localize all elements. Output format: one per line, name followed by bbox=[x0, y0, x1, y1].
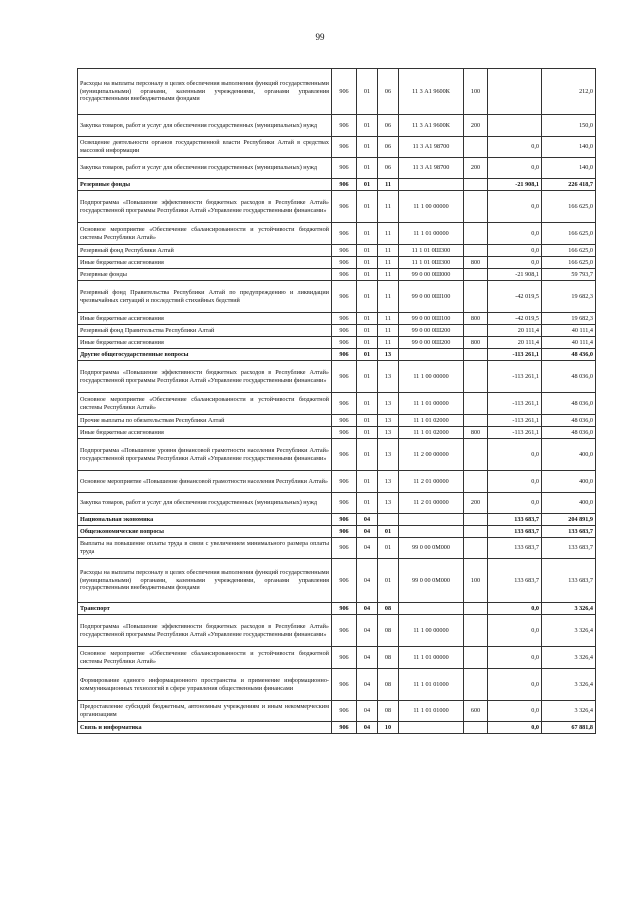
row-expense-type-code: 800 bbox=[464, 337, 488, 349]
table-row bbox=[78, 427, 596, 439]
row-name: Освещение деятельности органов государственной власти Республики Алтай в средствах массовой информации bbox=[78, 137, 332, 158]
row-ved-code: 906 bbox=[332, 538, 357, 559]
table-row bbox=[78, 325, 596, 337]
row-change-amount: 0,0 bbox=[488, 493, 542, 514]
row-change-amount bbox=[488, 69, 542, 115]
row-name: Подпрограмма «Повышение эффективности бюджетных расходов в Республике Алтай» государственной программы Республики Алтай «Управление государственными финансами» bbox=[78, 615, 332, 647]
table-row bbox=[78, 269, 596, 281]
row-subsection-code: 11 bbox=[378, 179, 399, 191]
row-section-code: 01 bbox=[357, 493, 378, 514]
row-ved-code: 906 bbox=[332, 325, 357, 337]
row-name: Транспорт bbox=[78, 603, 332, 615]
row-expense-type-code bbox=[464, 281, 488, 313]
row-section-code: 01 bbox=[357, 115, 378, 137]
row-total-amount: 19 682,3 bbox=[542, 281, 596, 313]
row-expense-type-code bbox=[464, 415, 488, 427]
row-name: Основное мероприятие «Обеспечение сбалансированности и устойчивости бюджетной системы Республики Алтай» bbox=[78, 393, 332, 415]
row-target-code bbox=[399, 179, 464, 191]
table-row bbox=[78, 701, 596, 722]
row-change-amount: 0,0 bbox=[488, 257, 542, 269]
row-total-amount: 226 418,7 bbox=[542, 179, 596, 191]
row-ved-code: 906 bbox=[332, 337, 357, 349]
row-change-amount: 0,0 bbox=[488, 603, 542, 615]
row-ved-code: 906 bbox=[332, 349, 357, 361]
row-total-amount: 67 881,8 bbox=[542, 722, 596, 734]
row-subsection-code: 11 bbox=[378, 325, 399, 337]
table-row bbox=[78, 439, 596, 471]
row-target-code bbox=[399, 349, 464, 361]
row-section-code: 01 bbox=[357, 179, 378, 191]
row-change-amount: 0,0 bbox=[488, 615, 542, 647]
row-ved-code: 906 bbox=[332, 179, 357, 191]
row-total-amount: 166 625,0 bbox=[542, 191, 596, 223]
row-ved-code: 906 bbox=[332, 493, 357, 514]
row-ved-code: 906 bbox=[332, 559, 357, 603]
row-target-code: 99 0 00 0Ш000 bbox=[399, 269, 464, 281]
table-row bbox=[78, 158, 596, 179]
row-target-code: 99 0 00 0Ш100 bbox=[399, 281, 464, 313]
row-target-code: 11 1 01 00000 bbox=[399, 223, 464, 245]
row-total-amount: 133 683,7 bbox=[542, 526, 596, 538]
row-subsection-code: 08 bbox=[378, 615, 399, 647]
row-subsection-code: 01 bbox=[378, 538, 399, 559]
row-subsection-code: 13 bbox=[378, 349, 399, 361]
row-section-code: 01 bbox=[357, 281, 378, 313]
row-subsection-code: 11 bbox=[378, 269, 399, 281]
row-ved-code: 906 bbox=[332, 137, 357, 158]
row-ved-code: 906 bbox=[332, 281, 357, 313]
row-expense-type-code bbox=[464, 349, 488, 361]
row-total-amount: 204 891,9 bbox=[542, 514, 596, 526]
row-total-amount: 48 036,0 bbox=[542, 427, 596, 439]
table-row bbox=[78, 69, 596, 115]
row-subsection-code: 11 bbox=[378, 245, 399, 257]
row-expense-type-code: 100 bbox=[464, 69, 488, 115]
row-subsection-code: 11 bbox=[378, 337, 399, 349]
row-section-code: 01 bbox=[357, 439, 378, 471]
row-subsection-code: 13 bbox=[378, 439, 399, 471]
table-row bbox=[78, 493, 596, 514]
row-section-code: 01 bbox=[357, 69, 378, 115]
row-total-amount: 133 683,7 bbox=[542, 538, 596, 559]
row-change-amount: 133 683,7 bbox=[488, 559, 542, 603]
row-change-amount: 133 683,7 bbox=[488, 526, 542, 538]
row-change-amount: -113 261,1 bbox=[488, 415, 542, 427]
row-section-code: 04 bbox=[357, 559, 378, 603]
row-ved-code: 906 bbox=[332, 603, 357, 615]
row-ved-code: 906 bbox=[332, 471, 357, 493]
row-section-code: 01 bbox=[357, 471, 378, 493]
row-subsection-code: 11 bbox=[378, 257, 399, 269]
row-target-code: 99 0 00 0Ш100 bbox=[399, 313, 464, 325]
row-change-amount: -42 019,5 bbox=[488, 281, 542, 313]
row-section-code: 01 bbox=[357, 337, 378, 349]
page-number: 99 bbox=[315, 32, 325, 42]
row-total-amount: 48 036,0 bbox=[542, 361, 596, 393]
row-change-amount: 0,0 bbox=[488, 439, 542, 471]
row-name: Иные бюджетные ассигнования bbox=[78, 427, 332, 439]
row-change-amount bbox=[488, 115, 542, 137]
row-expense-type-code: 200 bbox=[464, 158, 488, 179]
row-change-amount: 0,0 bbox=[488, 701, 542, 722]
row-expense-type-code bbox=[464, 526, 488, 538]
row-target-code: 11 1 01 00000 bbox=[399, 647, 464, 669]
row-subsection-code: 01 bbox=[378, 559, 399, 603]
row-total-amount: 400,0 bbox=[542, 493, 596, 514]
row-expense-type-code bbox=[464, 393, 488, 415]
row-total-amount: 166 625,0 bbox=[542, 223, 596, 245]
row-change-amount: -42 019,5 bbox=[488, 313, 542, 325]
row-expense-type-code bbox=[464, 137, 488, 158]
row-target-code: 11 1 00 00000 bbox=[399, 361, 464, 393]
table-section-row bbox=[78, 603, 596, 615]
row-ved-code: 906 bbox=[332, 245, 357, 257]
row-name: Иные бюджетные ассигнования bbox=[78, 313, 332, 325]
row-total-amount: 166 625,0 bbox=[542, 257, 596, 269]
row-change-amount: 0,0 bbox=[488, 722, 542, 734]
row-change-amount: -113 261,1 bbox=[488, 393, 542, 415]
row-name: Закупка товаров, работ и услуг для обеспечения государственных (муниципальных) нужд bbox=[78, 158, 332, 179]
row-name: Резервный фонд Правительства Республики Алтай по предупреждению и ликвидации чрезвычайных ситуаций и последствий стихийных бедствий bbox=[78, 281, 332, 313]
row-target-code: 11 1 00 00000 bbox=[399, 615, 464, 647]
row-subsection-code: 13 bbox=[378, 361, 399, 393]
row-target-code: 11 1 01 01000 bbox=[399, 669, 464, 701]
row-ved-code: 906 bbox=[332, 158, 357, 179]
row-name: Общеэкономические вопросы bbox=[78, 526, 332, 538]
row-name: Связь и информатика bbox=[78, 722, 332, 734]
row-name: Иные бюджетные ассигнования bbox=[78, 337, 332, 349]
row-expense-type-code bbox=[464, 191, 488, 223]
table-row bbox=[78, 115, 596, 137]
row-section-code: 01 bbox=[357, 137, 378, 158]
row-ved-code: 906 bbox=[332, 669, 357, 701]
row-total-amount: 140,0 bbox=[542, 158, 596, 179]
row-change-amount: 133 683,7 bbox=[488, 514, 542, 526]
row-expense-type-code: 100 bbox=[464, 559, 488, 603]
table-row bbox=[78, 669, 596, 701]
row-subsection-code: 08 bbox=[378, 669, 399, 701]
row-target-code: 11 1 01 02000 bbox=[399, 427, 464, 439]
row-section-code: 04 bbox=[357, 514, 378, 526]
row-name: Закупка товаров, работ и услуг для обеспечения государственных (муниципальных) нужд bbox=[78, 493, 332, 514]
row-section-code: 01 bbox=[357, 269, 378, 281]
row-expense-type-code bbox=[464, 471, 488, 493]
row-total-amount: 48 036,0 bbox=[542, 393, 596, 415]
row-expense-type-code: 200 bbox=[464, 115, 488, 137]
row-expense-type-code bbox=[464, 439, 488, 471]
row-target-code: 11 1 01 0Ш300 bbox=[399, 257, 464, 269]
row-subsection-code: 08 bbox=[378, 647, 399, 669]
row-total-amount: 3 326,4 bbox=[542, 603, 596, 615]
row-name: Подпрограмма «Повышение уровня финансовой грамотности населения Республики Алтай» государственной программы Республики Алтай «Управление государственными финансами» bbox=[78, 439, 332, 471]
row-expense-type-code bbox=[464, 538, 488, 559]
row-expense-type-code: 200 bbox=[464, 493, 488, 514]
row-section-code: 04 bbox=[357, 538, 378, 559]
row-change-amount: 0,0 bbox=[488, 223, 542, 245]
row-target-code: 11 1 00 00000 bbox=[399, 191, 464, 223]
row-total-amount: 59 793,7 bbox=[542, 269, 596, 281]
row-change-amount: 0,0 bbox=[488, 647, 542, 669]
row-ved-code: 906 bbox=[332, 69, 357, 115]
row-target-code: 99 0 00 0М000 bbox=[399, 538, 464, 559]
row-target-code: 11 2 01 00000 bbox=[399, 471, 464, 493]
row-ved-code: 906 bbox=[332, 115, 357, 137]
row-name: Национальная экономика bbox=[78, 514, 332, 526]
row-subsection-code: 13 bbox=[378, 427, 399, 439]
budget-table bbox=[77, 68, 596, 734]
row-change-amount: -21 908,1 bbox=[488, 179, 542, 191]
row-target-code: 11 3 А1 98700 bbox=[399, 137, 464, 158]
row-ved-code: 906 bbox=[332, 722, 357, 734]
row-name: Предоставление субсидий бюджетным, автономным учреждениям и иным некоммерческим организациям bbox=[78, 701, 332, 722]
row-name: Выплаты на повышение оплаты труда в связи с увеличением минимального размера оплаты труда bbox=[78, 538, 332, 559]
row-subsection-code bbox=[378, 514, 399, 526]
row-expense-type-code bbox=[464, 615, 488, 647]
row-ved-code: 906 bbox=[332, 439, 357, 471]
row-section-code: 01 bbox=[357, 158, 378, 179]
row-expense-type-code: 800 bbox=[464, 257, 488, 269]
table-section-row bbox=[78, 349, 596, 361]
row-name: Резервные фонды bbox=[78, 179, 332, 191]
table-row bbox=[78, 615, 596, 647]
row-change-amount: 0,0 bbox=[488, 137, 542, 158]
row-subsection-code: 06 bbox=[378, 115, 399, 137]
table-row bbox=[78, 137, 596, 158]
row-subsection-code: 11 bbox=[378, 191, 399, 223]
row-subsection-code: 01 bbox=[378, 526, 399, 538]
row-total-amount: 400,0 bbox=[542, 439, 596, 471]
row-change-amount: 0,0 bbox=[488, 669, 542, 701]
row-change-amount: 0,0 bbox=[488, 471, 542, 493]
row-name: Основное мероприятие «Повышение финансовой грамотности населения Республики Алтай» bbox=[78, 471, 332, 493]
row-expense-type-code bbox=[464, 669, 488, 701]
row-section-code: 01 bbox=[357, 361, 378, 393]
row-subsection-code: 11 bbox=[378, 281, 399, 313]
table-row bbox=[78, 191, 596, 223]
row-name: Формирование единого информационного пространства и применение информационно-коммуникационных технологий в сфере управления общественными финансами bbox=[78, 669, 332, 701]
row-target-code: 11 1 01 02000 bbox=[399, 415, 464, 427]
row-subsection-code: 08 bbox=[378, 701, 399, 722]
row-target-code: 99 0 00 0Ш200 bbox=[399, 325, 464, 337]
row-name: Прочие выплаты по обязательствам Республики Алтай bbox=[78, 415, 332, 427]
row-section-code: 04 bbox=[357, 701, 378, 722]
row-total-amount: 40 111,4 bbox=[542, 325, 596, 337]
table-section-row bbox=[78, 179, 596, 191]
row-subsection-code: 06 bbox=[378, 158, 399, 179]
table-row bbox=[78, 313, 596, 325]
row-name: Основное мероприятие «Обеспечение сбалансированности и устойчивости бюджетной системы Республики Алтай» bbox=[78, 223, 332, 245]
row-expense-type-code: 800 bbox=[464, 427, 488, 439]
row-name: Расходы на выплаты персоналу в целях обеспечения выполнения функций государственными (муниципальными) органами, казенными учреждениями, органами управления государственными внебюджетными фондами bbox=[78, 559, 332, 603]
row-change-amount: 133 683,7 bbox=[488, 538, 542, 559]
row-subsection-code: 13 bbox=[378, 415, 399, 427]
table-row bbox=[78, 393, 596, 415]
row-target-code: 11 3 А1 9600К bbox=[399, 115, 464, 137]
row-ved-code: 906 bbox=[332, 514, 357, 526]
row-section-code: 04 bbox=[357, 669, 378, 701]
row-subsection-code: 13 bbox=[378, 471, 399, 493]
row-subsection-code: 06 bbox=[378, 137, 399, 158]
table-row bbox=[78, 337, 596, 349]
row-total-amount: 400,0 bbox=[542, 471, 596, 493]
row-section-code: 01 bbox=[357, 325, 378, 337]
row-section-code: 01 bbox=[357, 245, 378, 257]
row-expense-type-code bbox=[464, 514, 488, 526]
row-name: Иные бюджетные ассигнования bbox=[78, 257, 332, 269]
table-row bbox=[78, 257, 596, 269]
row-ved-code: 906 bbox=[332, 647, 357, 669]
row-target-code bbox=[399, 526, 464, 538]
row-target-code: 11 2 01 00000 bbox=[399, 493, 464, 514]
row-ved-code: 906 bbox=[332, 393, 357, 415]
row-target-code: 11 3 А1 98700 bbox=[399, 158, 464, 179]
table-row bbox=[78, 245, 596, 257]
budget-table-body bbox=[78, 69, 596, 734]
row-section-code: 01 bbox=[357, 257, 378, 269]
row-total-amount: 140,0 bbox=[542, 137, 596, 158]
row-target-code: 99 0 00 0Ш200 bbox=[399, 337, 464, 349]
table-row bbox=[78, 223, 596, 245]
row-target-code bbox=[399, 514, 464, 526]
row-change-amount: 20 111,4 bbox=[488, 325, 542, 337]
row-total-amount: 3 326,4 bbox=[542, 701, 596, 722]
row-section-code: 01 bbox=[357, 191, 378, 223]
row-total-amount: 133 683,7 bbox=[542, 559, 596, 603]
row-name: Подпрограмма «Повышение эффективности бюджетных расходов в Республике Алтай» государственной программы Республики Алтай «Управление государственными финансами» bbox=[78, 361, 332, 393]
row-change-amount: -21 908,1 bbox=[488, 269, 542, 281]
row-target-code: 11 2 00 00000 bbox=[399, 439, 464, 471]
table-section-row bbox=[78, 722, 596, 734]
row-total-amount: 166 625,0 bbox=[542, 245, 596, 257]
row-change-amount: -113 261,1 bbox=[488, 427, 542, 439]
row-target-code: 11 1 01 0Ш300 bbox=[399, 245, 464, 257]
row-subsection-code: 06 bbox=[378, 69, 399, 115]
table-row bbox=[78, 538, 596, 559]
row-expense-type-code bbox=[464, 245, 488, 257]
row-section-code: 01 bbox=[357, 415, 378, 427]
row-target-code: 11 1 01 00000 bbox=[399, 393, 464, 415]
table-row bbox=[78, 559, 596, 603]
row-expense-type-code: 600 bbox=[464, 701, 488, 722]
row-section-code: 04 bbox=[357, 615, 378, 647]
row-target-code bbox=[399, 722, 464, 734]
row-section-code: 04 bbox=[357, 722, 378, 734]
row-total-amount: 48 436,0 bbox=[542, 349, 596, 361]
row-section-code: 01 bbox=[357, 349, 378, 361]
row-subsection-code: 10 bbox=[378, 722, 399, 734]
row-section-code: 04 bbox=[357, 647, 378, 669]
row-ved-code: 906 bbox=[332, 615, 357, 647]
row-ved-code: 906 bbox=[332, 526, 357, 538]
row-ved-code: 906 bbox=[332, 257, 357, 269]
row-ved-code: 906 bbox=[332, 223, 357, 245]
row-subsection-code: 13 bbox=[378, 493, 399, 514]
row-total-amount: 48 036,0 bbox=[542, 415, 596, 427]
table-row bbox=[78, 415, 596, 427]
row-ved-code: 906 bbox=[332, 701, 357, 722]
row-subsection-code: 11 bbox=[378, 313, 399, 325]
row-total-amount: 150,0 bbox=[542, 115, 596, 137]
table-row bbox=[78, 471, 596, 493]
row-change-amount: 0,0 bbox=[488, 191, 542, 223]
row-expense-type-code bbox=[464, 361, 488, 393]
row-name: Расходы на выплаты персоналу в целях обеспечения выполнения функций государственными (муниципальными) органами, казенными учреждениями, органами управления государственными внебюджетными фондами bbox=[78, 69, 332, 115]
row-expense-type-code bbox=[464, 722, 488, 734]
row-ved-code: 906 bbox=[332, 269, 357, 281]
table-row bbox=[78, 281, 596, 313]
row-name: Другие общегосударственные вопросы bbox=[78, 349, 332, 361]
row-total-amount: 40 111,4 bbox=[542, 337, 596, 349]
row-expense-type-code bbox=[464, 647, 488, 669]
row-target-code: 99 0 00 0М000 bbox=[399, 559, 464, 603]
row-expense-type-code bbox=[464, 325, 488, 337]
table-row bbox=[78, 361, 596, 393]
row-target-code: 11 3 А1 9600К bbox=[399, 69, 464, 115]
row-name: Резервный фонд Республики Алтай bbox=[78, 245, 332, 257]
row-section-code: 01 bbox=[357, 393, 378, 415]
row-name: Основное мероприятие «Обеспечение сбалансированности и устойчивости бюджетной системы Республики Алтай» bbox=[78, 647, 332, 669]
table-section-row bbox=[78, 514, 596, 526]
row-expense-type-code bbox=[464, 269, 488, 281]
row-subsection-code: 08 bbox=[378, 603, 399, 615]
row-name: Закупка товаров, работ и услуг для обеспечения государственных (муниципальных) нужд bbox=[78, 115, 332, 137]
row-change-amount: 0,0 bbox=[488, 245, 542, 257]
row-target-code bbox=[399, 603, 464, 615]
row-total-amount: 3 326,4 bbox=[542, 669, 596, 701]
row-change-amount: -113 261,1 bbox=[488, 349, 542, 361]
row-expense-type-code bbox=[464, 179, 488, 191]
row-section-code: 04 bbox=[357, 603, 378, 615]
row-target-code: 11 1 01 01000 bbox=[399, 701, 464, 722]
row-name: Резервный фонд Правительства Республики Алтай bbox=[78, 325, 332, 337]
row-total-amount: 212,0 bbox=[542, 69, 596, 115]
row-expense-type-code bbox=[464, 223, 488, 245]
row-expense-type-code: 800 bbox=[464, 313, 488, 325]
row-total-amount: 3 326,4 bbox=[542, 647, 596, 669]
row-section-code: 01 bbox=[357, 427, 378, 439]
row-ved-code: 906 bbox=[332, 313, 357, 325]
row-subsection-code: 13 bbox=[378, 393, 399, 415]
row-total-amount: 19 682,3 bbox=[542, 313, 596, 325]
row-section-code: 01 bbox=[357, 313, 378, 325]
row-change-amount: -113 261,1 bbox=[488, 361, 542, 393]
row-name: Резервные фонды bbox=[78, 269, 332, 281]
row-section-code: 04 bbox=[357, 526, 378, 538]
table-row bbox=[78, 647, 596, 669]
table-section-row bbox=[78, 526, 596, 538]
row-change-amount: 20 111,4 bbox=[488, 337, 542, 349]
row-ved-code: 906 bbox=[332, 361, 357, 393]
row-subsection-code: 11 bbox=[378, 223, 399, 245]
row-name: Подпрограмма «Повышение эффективности бюджетных расходов в Республике Алтай» государственной программы Республики Алтай «Управление государственными финансами» bbox=[78, 191, 332, 223]
row-section-code: 01 bbox=[357, 223, 378, 245]
row-ved-code: 906 bbox=[332, 191, 357, 223]
row-change-amount: 0,0 bbox=[488, 158, 542, 179]
row-total-amount: 3 326,4 bbox=[542, 615, 596, 647]
row-expense-type-code bbox=[464, 603, 488, 615]
row-ved-code: 906 bbox=[332, 427, 357, 439]
row-ved-code: 906 bbox=[332, 415, 357, 427]
